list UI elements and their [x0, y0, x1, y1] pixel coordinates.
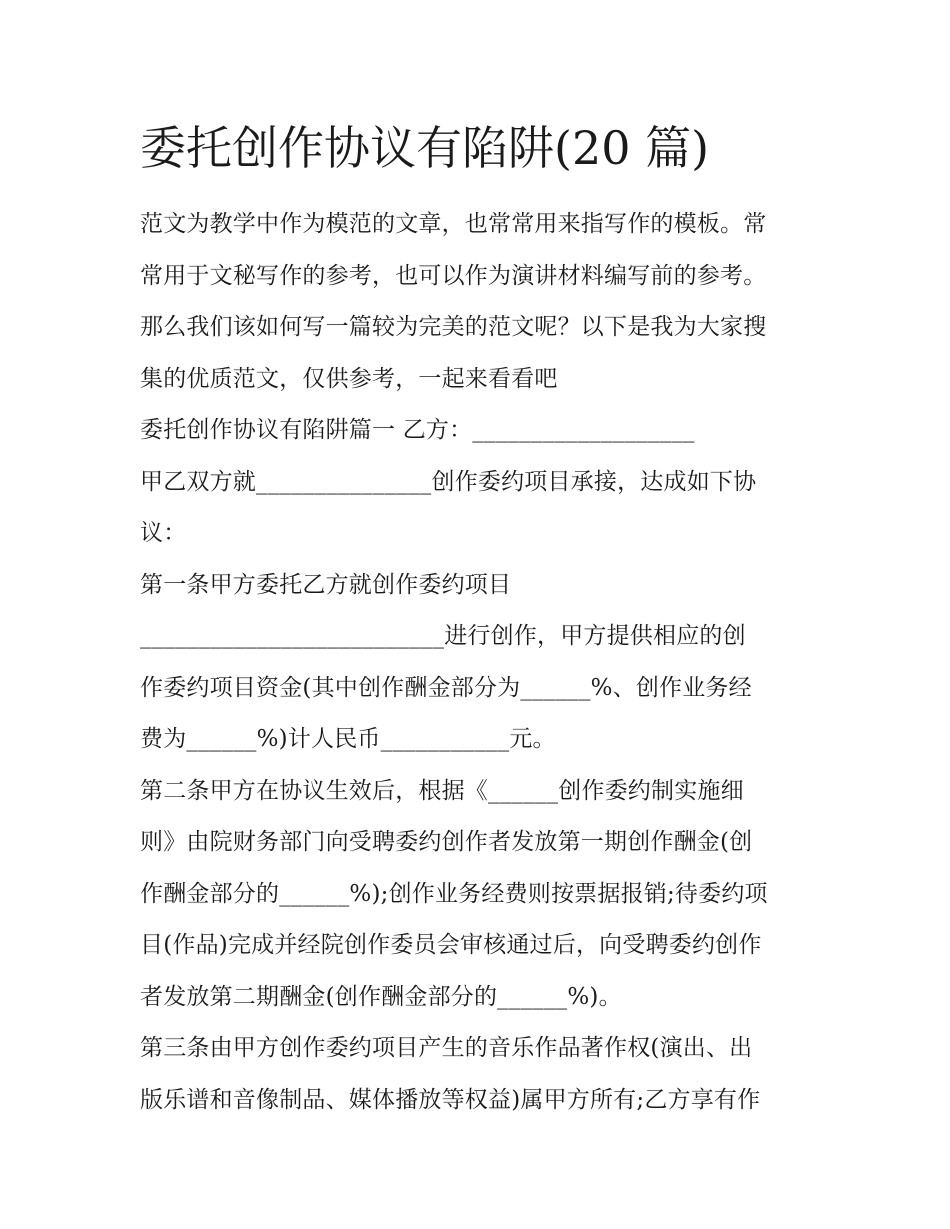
clause-line: 第三条由甲方创作委约项目产生的音乐作品著作权(演出、出 [140, 1035, 753, 1061]
body-line: 甲乙双方就_______________创作委约项目承接，达成如下协 [140, 468, 757, 495]
body-line: 目(作品)完成并经院创作委员会审核通过后，向受聘委约创作 [140, 932, 762, 958]
body-line: 则》由院财务部门向受聘委约创作者发放第一期创作酬金(创 [140, 829, 753, 855]
clause-line: 第二条甲方在协议生效后，根据《______创作委约制实施细 [140, 777, 744, 804]
body-line: 作酬金部分的______%);创作业务经费则按票据报销;待委约项 [140, 880, 768, 907]
body-line: 议： [140, 520, 187, 546]
body-line: 常用于文秘写作的参考，也可以作为演讲材料编写前的参考。 [140, 262, 767, 289]
body-line: 那么我们该如何写一篇较为完美的范文呢？以下是我为大家搜 [140, 314, 767, 340]
document-body [140, 199, 812, 1126]
clause-line: 第一条甲方委托乙方就创作委约项目 [140, 571, 512, 598]
body-line: 版乐谱和音像制品、媒体播放等权益)属甲方所有;乙方享有作 [140, 1086, 761, 1113]
section-heading-line: 委托创作协议有陷阱篇一 乙方：___________________ [140, 417, 695, 443]
body-line: __________________________进行创作，甲方提供相应的创 [140, 623, 746, 649]
document-title: 委托创作协议有陷阱(20 篇) [140, 121, 710, 175]
body-line: 集的优质范文，仅供参考，一起来看看吧 [140, 365, 558, 392]
body-line: 作委约项目资金(其中创作酬金部分为______%、创作业务经 [140, 674, 752, 701]
body-line: 者发放第二期酬金(创作酬金部分的______%)。 [140, 983, 622, 1010]
body-line: 费为______%)计人民币___________元。 [140, 726, 556, 752]
body-line: 范文为教学中作为模范的文章，也常常用来指写作的模板。常 [140, 211, 767, 237]
